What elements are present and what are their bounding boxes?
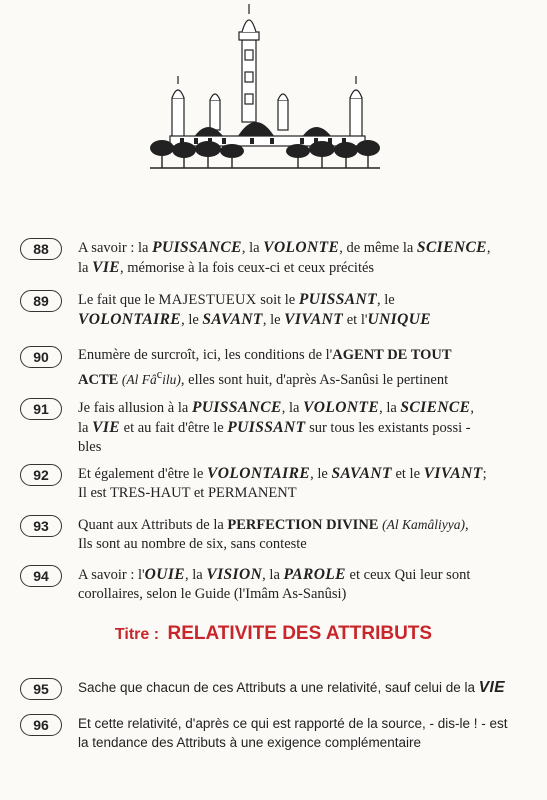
verse-text [78,346,530,390]
section-label: Titre : [114,626,160,643]
verse-line [78,714,530,733]
verse-segment: , mémorise à la fois ceux-ci et ceux précités [120,260,375,276]
verse-text [78,398,530,457]
verse-segment: VIE [92,259,121,276]
verse-segment: c [156,367,163,381]
verse-segment: SAVANT [202,311,263,328]
verse-number: 94 [20,565,62,587]
verse-line [78,438,530,457]
verse-segment: SAVANT [331,465,392,482]
verse-number: 88 [20,238,62,260]
verse-text [78,565,530,604]
verse-segment: VOLONTE [263,239,340,256]
verse-line [78,258,530,278]
verse-segment: PUISSANCE [152,239,242,256]
verse-text [78,464,530,503]
verse-segment: PERFECTION DIVINE [227,517,379,533]
verse-segment: sur tous les existants possi - [305,420,471,436]
verse-segment: et au fait d'être le [120,420,228,436]
verse-segment: , [464,517,469,533]
verse-line [78,365,530,390]
verse-segment: , le [377,292,395,308]
verse-number: 92 [20,464,62,486]
verse-segment: PUISSANCE [191,399,282,416]
verse-segment: Le fait que le [78,292,159,308]
verse-segment: UNIQUE [367,311,432,328]
verse-segment: et l' [343,312,368,328]
verse-segment: , le [262,312,285,328]
verse-segment: , la [281,400,304,416]
verse-segment: VIVANT [423,465,483,482]
verse-number: 95 [20,678,62,700]
verse-line [78,310,530,330]
verse-line [78,418,530,438]
verse-number: 90 [20,346,62,368]
verse-segment: , la [241,240,264,256]
verse-segment: , elles sont huit, d'après As-Sanûsi le pertinent [180,371,449,388]
section-title [0,623,547,645]
verse-line [78,535,530,554]
verse-segment: Sache que chacun de ces Attributs a une relativité, sauf celui de la [78,680,479,695]
section-heading: RELATIVITE DES ATTRIBUTS [167,623,433,644]
verse-line [78,346,530,365]
verse-text [78,238,530,278]
verse-segment: A savoir : la [78,240,153,256]
verse-segment: PAROLE [283,566,346,583]
verse-line [78,484,530,503]
verse-line [78,733,530,752]
verse-segment: VISION [206,566,263,583]
verse-segment: Quant aux Attributs de la [78,517,228,533]
verse-segment: (Al Fâ [121,371,157,387]
verse-segment: A savoir : l' [78,567,145,583]
verse-segment: , la [185,567,207,583]
verse-segment: VIE [478,679,505,696]
verse-line [78,585,530,604]
verse-segment: , la [379,400,401,416]
verse-text [78,678,530,697]
verse-segment: (Al Kamâliyya) [382,517,465,532]
verse-text [78,290,530,330]
verse-segment: ACTE [78,371,119,388]
verse-segment: Ils sont au nombre de six, sans conteste [78,536,307,552]
verse-segment: VIVANT [284,311,344,328]
verse-number: 89 [20,290,62,312]
verse-line [78,464,530,484]
verse-segment: bles [78,439,102,455]
verse-segment: , la [262,567,284,583]
verse-line [78,565,530,585]
verse-segment: VOLONTAIRE [78,311,182,328]
verse-segment: MAJESTUEUX [158,292,257,308]
verse-line [78,290,530,310]
verse-line [78,238,530,258]
verse-segment: , le [181,312,203,328]
verse-segment: Et également d'être le [78,466,208,482]
verse-number: 93 [20,515,62,537]
verse-number: 96 [20,714,62,736]
verse-segment: , de même la [339,240,417,256]
mosque-illustration [150,2,380,172]
verse-segment: Je fais allusion à la [78,400,192,416]
verse-line [78,678,530,697]
verse-segment: SCIENCE [416,239,487,256]
verse-segment: ilu) [162,371,181,387]
verse-segment: Enumère de surcroît, ici, les conditions de l' [78,347,333,363]
verse-segment: AGENT DE TOUT [332,347,452,363]
verse-segment: la tendance des Attributs à une exigence complémentaire [78,735,421,750]
verse-segment: et ceux Qui leur sont [345,567,471,583]
verse-segment: soit le [256,292,299,308]
verse-segment: et le [391,466,424,482]
verse-text [78,714,530,752]
verse-segment: , [470,400,475,416]
verse-segment: VIE [92,419,121,436]
verse-line [78,515,530,535]
verse-segment: Il est TRES-HAUT et PERMANENT [78,485,297,501]
verse-segment: OUIE [144,566,186,583]
verse-segment: VOLONTE [303,399,380,416]
verse-segment: Et cette relativité, d'après ce qui est rapporté de la source, - dis-le ! - est [78,716,508,731]
verse-segment: SCIENCE [400,399,471,416]
verse-text [78,515,530,554]
verse-number: 91 [20,398,62,420]
verse-segment: la [78,420,93,436]
verse-segment: PUISSANT [298,291,378,308]
verse-segment: la [78,260,93,276]
verse-line [78,398,530,418]
verse-segment: corollaires, selon le Guide (l'Imâm As-Sanûsi) [78,586,347,602]
verse-segment: ; [482,466,487,482]
verse-segment: , [486,240,491,256]
verse-segment: PUISSANT [227,419,306,436]
verse-segment: VOLONTAIRE [207,465,311,482]
verse-segment: , le [310,466,332,482]
